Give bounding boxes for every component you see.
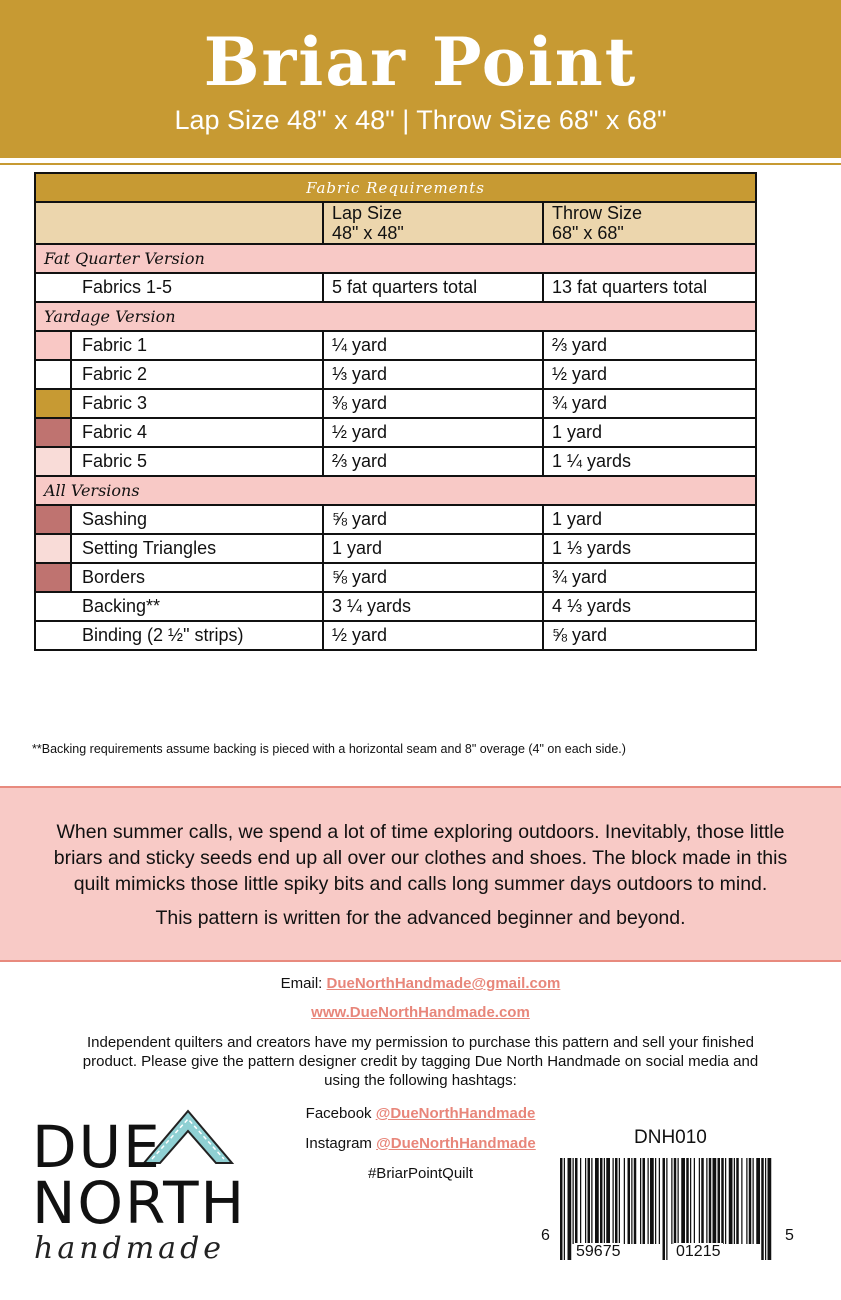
barcode-bar [709, 1158, 712, 1244]
barcode-bar [568, 1158, 572, 1260]
row-lap-amount: ⅔ yard [323, 447, 543, 476]
logo-handmade: handmade [34, 1231, 226, 1266]
barcode-bar [749, 1158, 752, 1244]
skill-level-text: This pattern is written for the advanced beginner and beyond. [155, 907, 686, 929]
row-label: Fabric 4 [71, 418, 323, 447]
hashtag: #BriarPointQuilt [367, 1165, 474, 1182]
barcode-group-1: 59675 [576, 1243, 621, 1260]
table-row [35, 592, 756, 621]
description-line: quilt mimicks those little spiky bits and calls long summer days outdoors to mind. [73, 873, 768, 895]
pattern-sizes: Lap Size 48" x 48" | Throw Size 68" x 68" [174, 105, 667, 135]
table-row [35, 360, 756, 389]
email-line [0, 975, 841, 992]
description-line: briars and sticky seeds end up all over our clothes and shoes. The block made in this [53, 847, 788, 869]
row-throw-amount: 1 ⅓ yards [543, 534, 756, 563]
row-throw-amount: ¾ yard [543, 389, 756, 418]
row-lap-amount: ⅝ yard [323, 505, 543, 534]
throw-size-label: Throw Size [552, 203, 643, 223]
lap-size-label: Lap Size [332, 203, 403, 223]
barcode-bar [643, 1158, 646, 1244]
table-row [35, 273, 756, 302]
row-lap-amount: 3 ¼ yards [323, 592, 543, 621]
row-label: Setting Triangles [71, 534, 323, 563]
barcode-bar [615, 1158, 618, 1244]
table-row [35, 418, 756, 447]
row-label: Fabric 5 [71, 447, 323, 476]
row-throw-amount: 1 yard [543, 505, 756, 534]
barcode-bar [674, 1158, 677, 1244]
facebook-link[interactable]: @DueNorthHandmade [375, 1105, 536, 1122]
fabric-swatch [35, 331, 71, 360]
table-row [35, 447, 756, 476]
barcode-bar [585, 1158, 586, 1244]
row-lap-amount: ½ yard [323, 418, 543, 447]
row-label: Fabric 1 [71, 331, 323, 360]
barcode-bar [765, 1158, 766, 1260]
instagram-label: Instagram [305, 1135, 372, 1152]
barcode-bar [575, 1158, 578, 1244]
barcode-bar [655, 1158, 656, 1244]
section-fat-quarter-label: Fat Quarter Version [44, 249, 205, 268]
table-row [35, 389, 756, 418]
email-label: Email: [280, 975, 323, 992]
row-lap-amount: ⅓ yard [323, 360, 543, 389]
barcode-bar [663, 1158, 666, 1260]
barcode-bar [690, 1158, 691, 1244]
fq-row-label: Fabrics 1-5 [35, 273, 323, 302]
section-yardage-label: Yardage Version [44, 307, 176, 326]
barcode-bar [619, 1158, 620, 1244]
row-label: Backing** [35, 592, 323, 621]
row-label: Binding (2 ½" strips) [35, 621, 323, 650]
barcode-bar [699, 1158, 700, 1244]
row-label: Fabric 3 [71, 389, 323, 418]
section-fat-quarter [35, 244, 756, 273]
barcode-bar [600, 1158, 603, 1244]
row-label: Sashing [71, 505, 323, 534]
fabric-swatch [35, 360, 71, 389]
barcode-bar [761, 1158, 764, 1260]
table-row [35, 331, 756, 360]
barcode-bar [706, 1158, 707, 1244]
description-paragraph [10, 819, 831, 897]
barcode-bar [591, 1158, 592, 1244]
barcode-bar [736, 1158, 739, 1244]
header-banner [0, 0, 841, 158]
barcode-bar [606, 1158, 610, 1244]
barcode-bar [666, 1158, 667, 1260]
barcode-bar [564, 1158, 565, 1260]
barcode-bar [648, 1158, 649, 1244]
barcode-bar [580, 1158, 581, 1244]
barcode-bar [718, 1158, 721, 1244]
barcode-bar [631, 1158, 632, 1244]
barcode-bar [741, 1158, 742, 1244]
header-blank-cell [35, 202, 323, 244]
email-link[interactable]: DueNorthHandmade@gmail.com [326, 975, 561, 992]
barcode-bar [634, 1158, 637, 1244]
barcode-bar [768, 1158, 772, 1260]
row-throw-amount: 1 ¼ yards [543, 447, 756, 476]
barcode-bar [721, 1158, 724, 1244]
barcode-bar [624, 1158, 625, 1244]
section-yardage [35, 302, 756, 331]
table-row [35, 621, 756, 650]
fabric-swatch [35, 534, 71, 563]
backing-footnote: **Backing requirements assume backing is pieced with a horizontal seam and 8" overage (4" on each side.) [32, 742, 626, 756]
fabric-swatch [35, 505, 71, 534]
barcode-bar [734, 1158, 735, 1244]
facebook-label: Facebook [305, 1105, 372, 1122]
barcode-bar [746, 1158, 747, 1244]
row-lap-amount: ⅝ yard [323, 563, 543, 592]
row-throw-amount: 4 ⅓ yards [543, 592, 756, 621]
barcode-bar [701, 1158, 704, 1244]
table-title: Fabric Requirements [35, 173, 756, 202]
table-row [35, 534, 756, 563]
due-north-logo [28, 1103, 258, 1273]
product-sku: DNH010 [634, 1127, 707, 1148]
barcode-bar [640, 1158, 641, 1244]
barcode-bar [753, 1158, 754, 1244]
row-lap-amount: ¼ yard [323, 331, 543, 360]
fabric-swatch [35, 389, 71, 418]
row-lap-amount: 1 yard [323, 534, 543, 563]
header-divider [0, 163, 841, 165]
table-row [35, 563, 756, 592]
fq-row-throw: 13 fat quarters total [543, 273, 756, 302]
fq-row-lap: 5 fat quarters total [323, 273, 543, 302]
barcode-bar [678, 1158, 679, 1244]
fabric-requirements-table [34, 172, 757, 651]
permission-line: product. Please give the pattern designer credit by tagging Due North Handmade on social media and [82, 1053, 759, 1070]
barcode-bar [659, 1158, 660, 1244]
barcode-bar [725, 1158, 726, 1244]
barcode-bar [686, 1158, 689, 1244]
description-box [0, 786, 841, 962]
table-header-row [35, 202, 756, 244]
row-throw-amount: ⅝ yard [543, 621, 756, 650]
fabric-swatch [35, 447, 71, 476]
logo-due: DUE [32, 1113, 162, 1181]
barcode-bar [604, 1158, 605, 1244]
barcode-bar [756, 1158, 760, 1244]
row-throw-amount: ⅔ yard [543, 331, 756, 360]
barcode-digit-right: 5 [785, 1227, 794, 1244]
throw-size-dimensions: 68" x 68" [552, 223, 624, 243]
barcode-bar [560, 1158, 563, 1260]
permission-line: Independent quilters and creators have my permission to purchase this pattern and sell your finished [86, 1034, 755, 1051]
barcode-bar [628, 1158, 631, 1244]
barcode-bar [650, 1158, 654, 1244]
section-all-versions-label: All Versions [44, 481, 140, 500]
lap-size-dimensions: 48" x 48" [332, 223, 404, 243]
fabric-swatch [35, 418, 71, 447]
table-row [35, 505, 756, 534]
barcode-bar [613, 1158, 614, 1244]
row-throw-amount: ¾ yard [543, 563, 756, 592]
barcode-bar [729, 1158, 733, 1244]
logo-north: NORTH [32, 1169, 247, 1237]
table-title-row [35, 173, 756, 202]
website-line [0, 1004, 841, 1021]
section-all-versions [35, 476, 756, 505]
barcode-bar [595, 1158, 599, 1244]
row-lap-amount: ⅜ yard [323, 389, 543, 418]
fabric-swatch [35, 563, 71, 592]
row-lap-amount: ½ yard [323, 621, 543, 650]
barcode-bar [681, 1158, 685, 1244]
pattern-title: Briar Point [203, 23, 638, 101]
barcode-bar [694, 1158, 695, 1244]
barcode-bar [573, 1158, 574, 1244]
row-throw-amount: 1 yard [543, 418, 756, 447]
row-label: Borders [71, 563, 323, 592]
row-label: Fabric 2 [71, 360, 323, 389]
website-link[interactable]: www.DueNorthHandmade.com [311, 1004, 530, 1021]
barcode-digit-left: 6 [541, 1227, 550, 1244]
permission-line: using the following hashtags: [324, 1072, 517, 1089]
row-throw-amount: ½ yard [543, 360, 756, 389]
barcode-bar [713, 1158, 717, 1244]
description-line: When summer calls, we spend a lot of time exploring outdoors. Inevitably, those little [56, 821, 785, 843]
lap-size-header [323, 202, 543, 244]
barcode-bar [588, 1158, 591, 1244]
permission-text [15, 1033, 826, 1090]
throw-size-header [543, 202, 756, 244]
instagram-link[interactable]: @DueNorthHandmade [376, 1135, 536, 1152]
barcode-group-2: 01215 [676, 1243, 721, 1260]
barcode-bar [671, 1158, 672, 1244]
